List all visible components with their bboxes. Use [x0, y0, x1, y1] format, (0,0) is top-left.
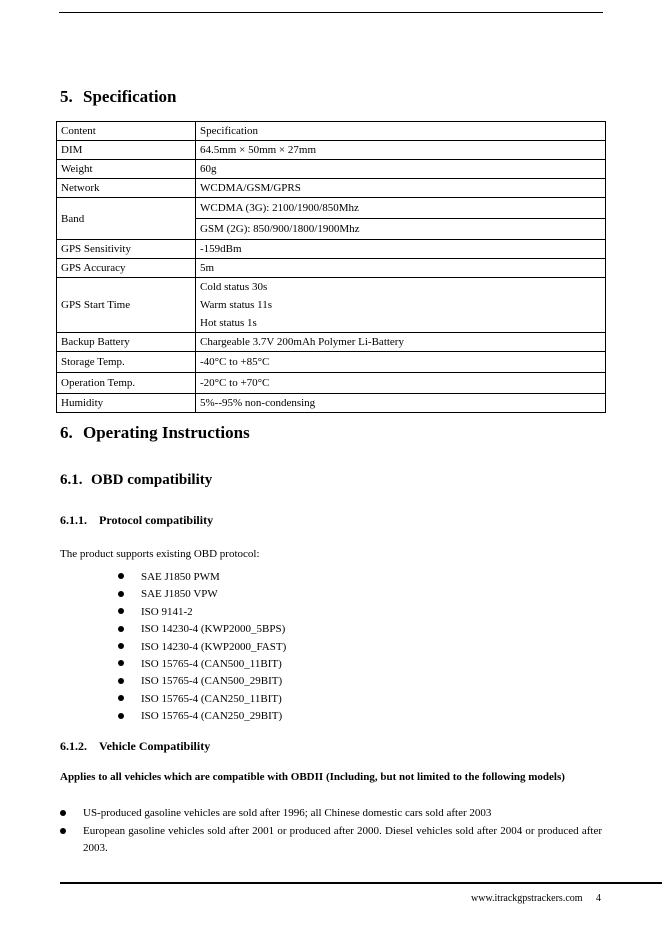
- list-item: [118, 604, 286, 621]
- section-title: OBD compatibility: [91, 472, 213, 488]
- bullet-icon: [60, 810, 66, 816]
- section-title: Vehicle Compatibility: [99, 739, 211, 753]
- specification-table: [56, 121, 606, 413]
- bullet-icon: [118, 573, 124, 579]
- section-number: 6.: [60, 423, 73, 442]
- section-number: 6.1.2.: [60, 739, 87, 753]
- spec-label: Backup Battery: [57, 333, 196, 352]
- spec-value-line: Warm status 11s: [200, 299, 273, 311]
- spec-value: -40°C to +85°C: [196, 352, 606, 373]
- bullet-icon: [60, 828, 66, 834]
- protocol-name: ISO 14230-4 (KWP2000_5BPS): [141, 623, 286, 636]
- spec-value: 5%--95% non-condensing: [196, 394, 606, 413]
- spec-label: GPS Sensitivity: [57, 240, 196, 259]
- protocol-list: [118, 569, 286, 726]
- section-6-1-2-heading: [60, 739, 210, 754]
- vehicle-text: US-produced gasoline vehicles are sold after 1996; all Chinese domestic cars sold after 2003: [83, 807, 492, 819]
- list-item: [118, 691, 286, 708]
- footer-url: www.itrackgpstrackers.com: [471, 893, 583, 904]
- spec-value: [196, 278, 606, 333]
- header-rule: [59, 12, 603, 13]
- table-row: [57, 352, 606, 373]
- spec-label: Humidity: [57, 394, 196, 413]
- protocol-intro: The product supports existing OBD protocol:: [60, 548, 260, 560]
- bullet-icon: [118, 713, 124, 719]
- protocol-name: ISO 9141-2: [141, 605, 193, 618]
- protocol-name: ISO 15765-4 (CAN250_11BIT): [141, 692, 282, 705]
- protocol-name: ISO 15765-4 (CAN500_11BIT): [141, 657, 282, 670]
- header-cell: Content: [57, 122, 196, 141]
- section-title: Protocol compatibility: [99, 513, 214, 527]
- list-item: [118, 708, 286, 725]
- spec-value: WCDMA/GSM/GPRS: [196, 179, 606, 198]
- table-row: [57, 240, 606, 259]
- table-row: [57, 160, 606, 179]
- spec-label: GPS Start Time: [57, 278, 196, 333]
- bullet-icon: [118, 643, 124, 649]
- spec-label: Weight: [57, 160, 196, 179]
- spec-label: GPS Accuracy: [57, 259, 196, 278]
- section-6-1-heading: [60, 472, 212, 489]
- table-row: [57, 179, 606, 198]
- list-item: [118, 639, 286, 656]
- spec-label: Band: [57, 198, 196, 240]
- bullet-icon: [118, 591, 124, 597]
- table-row: [57, 394, 606, 413]
- spec-label: Operation Temp.: [57, 373, 196, 394]
- spec-value: 64.5mm × 50mm × 27mm: [196, 141, 606, 160]
- page-number: 4: [596, 893, 601, 904]
- protocol-name: ISO 15765-4 (CAN500_29BIT): [141, 675, 283, 688]
- table-row: [57, 259, 606, 278]
- list-item: [118, 586, 286, 603]
- spec-value: WCDMA (3G): 2100/1900/850Mhz: [196, 198, 606, 219]
- table-row: [57, 373, 606, 394]
- bullet-icon: [118, 608, 124, 614]
- protocol-name: ISO 15765-4 (CAN250_29BIT): [141, 710, 283, 723]
- list-item: [118, 569, 286, 586]
- list-item: [118, 621, 286, 638]
- footer-rule: [60, 882, 662, 884]
- section-number: 6.1.: [60, 472, 83, 488]
- table-row: [57, 198, 606, 219]
- protocol-name: ISO 14230-4 (KWP2000_FAST): [141, 640, 287, 653]
- table-row: [57, 333, 606, 352]
- section-5-heading: [60, 87, 177, 107]
- protocol-name: SAE J1850 VPW: [141, 588, 218, 601]
- bullet-icon: [118, 626, 124, 632]
- table-header-row: [57, 122, 606, 141]
- list-item: [60, 805, 602, 822]
- bullet-icon: [118, 660, 124, 666]
- spec-value: -159dBm: [196, 240, 606, 259]
- protocol-name: SAE J1850 PWM: [141, 571, 220, 583]
- section-number: 6.1.1.: [60, 513, 87, 527]
- section-6-1-1-heading: [60, 513, 213, 528]
- spec-value-line: Hot status 1s: [200, 317, 257, 329]
- spec-value: GSM (2G): 850/900/1800/1900Mhz: [196, 219, 606, 240]
- section-title: Specification: [83, 87, 177, 106]
- section-6-heading: [60, 423, 250, 443]
- vehicle-text: European gasoline vehicles sold after 2001 or produced after 2000. Diesel vehicles sold after 2004 or produced after 2003.: [83, 825, 602, 854]
- spec-value-line: Cold status 30s: [200, 281, 268, 293]
- spec-value: 5m: [196, 259, 606, 278]
- table-row: [57, 278, 606, 333]
- spec-value: Chargeable 3.7V 200mAh Polymer Li-Battery: [196, 333, 606, 352]
- spec-label: Network: [57, 179, 196, 198]
- spec-value: 60g: [196, 160, 606, 179]
- header-cell: Specification: [196, 122, 606, 141]
- bullet-icon: [118, 695, 124, 701]
- spec-label: DIM: [57, 141, 196, 160]
- table-row: [57, 141, 606, 160]
- bullet-icon: [118, 678, 124, 684]
- vehicle-intro: Applies to all vehicles which are compatible with OBDII (Including, but not limited to the following models): [60, 771, 565, 783]
- vehicle-list: [60, 805, 602, 858]
- list-item: [118, 656, 286, 673]
- section-title: Operating Instructions: [83, 423, 250, 442]
- list-item: [60, 823, 602, 857]
- section-number: 5.: [60, 87, 73, 106]
- spec-value: -20°C to +70°C: [196, 373, 606, 394]
- list-item: [118, 673, 286, 690]
- spec-label: Storage Temp.: [57, 352, 196, 373]
